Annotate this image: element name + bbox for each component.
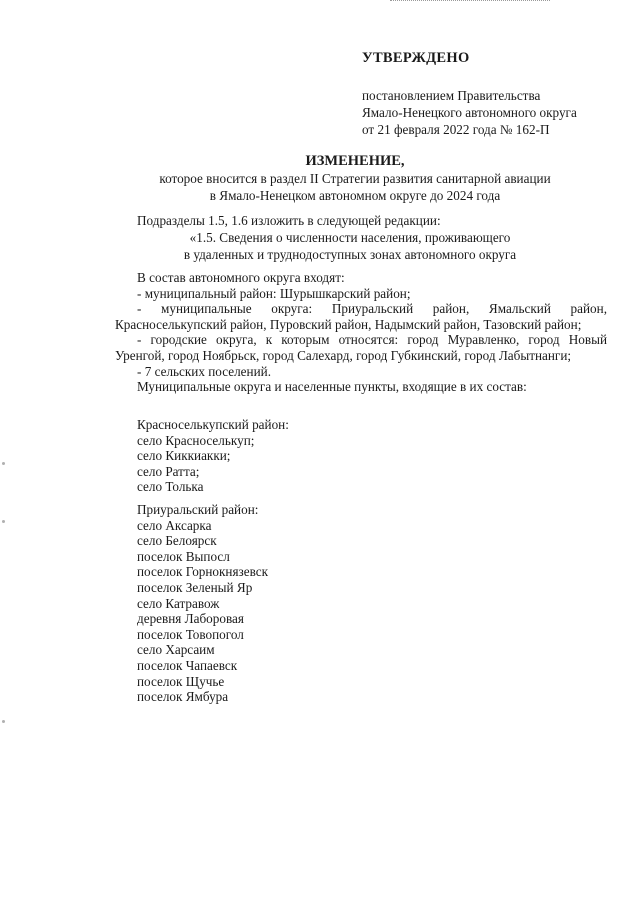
list-item: село Катравож <box>137 595 220 611</box>
municipal-intro-line: Муниципальные округа и населенные пункты, входящие в их состав: <box>137 379 527 395</box>
section-subheading <box>150 229 550 263</box>
subheading-line: в удаленных и труднодоступных зонах автономного округа <box>183 247 517 262</box>
body-text <box>115 270 607 395</box>
list-item: село Белоярск <box>137 533 217 549</box>
approval-line: постановлением Правительства <box>362 88 541 103</box>
document-heading <box>100 152 610 204</box>
city-okrugs-paragraph: - городские округа, к которым относятся: город Муравленко, город Новый Уренгой, город Ноябрьск, город Салехард, город Губкинский, город Лабытнанги; <box>115 332 607 363</box>
approval-line: от 21 февраля 2022 года № 162-П <box>362 122 550 137</box>
heading-title: ИЗМЕНЕНИЕ, <box>305 153 405 169</box>
rural-settlements-line: - 7 сельских поселений. <box>137 363 272 379</box>
list-item: поселок Ямбура <box>137 689 229 705</box>
list-item: село Красноселькуп; <box>137 432 255 448</box>
municipal-district-line: - муниципальный район: Шурышкарский район; <box>137 285 411 301</box>
list-item: село Киккиакки; <box>137 448 231 464</box>
list-item: деревня Лаборовая <box>137 611 244 627</box>
krasnoselkup-list <box>137 417 289 495</box>
intro-paragraph: Подразделы 1.5, 1.6 изложить в следующей редакции: <box>137 213 441 228</box>
list-item: село Аксарка <box>137 517 212 533</box>
approval-title: УТВЕРЖДЕНО <box>362 50 470 66</box>
priuralsky-list <box>137 502 268 705</box>
list-item: поселок Выпосл <box>137 548 230 564</box>
list-item: поселок Чапаевск <box>137 657 238 673</box>
list-item: поселок Зеленый Яр <box>137 579 253 595</box>
approval-block <box>362 50 632 138</box>
list-item: поселок Щучье <box>137 673 225 689</box>
heading-line: которое вносится в раздел II Стратегии развития санитарной авиации <box>159 171 551 186</box>
list-item: село Толька <box>137 479 204 495</box>
scan-edge-mark <box>390 0 550 4</box>
heading-line: в Ямало-Ненецком автономном округе до 2024 года <box>209 188 501 203</box>
margin-mark <box>2 462 5 465</box>
district-title: Приуральский район: <box>137 502 259 517</box>
list-item: поселок Горнокнязевск <box>137 564 269 580</box>
list-item: село Ратта; <box>137 463 200 479</box>
composition-line: В состав автономного округа входят: <box>137 270 345 285</box>
approval-line: Ямало-Ненецкого автономного округа <box>362 105 577 120</box>
margin-mark <box>2 720 5 723</box>
subheading-line: «1.5. Сведения о численности населения, проживающего <box>189 230 511 245</box>
list-item: село Харсаим <box>137 642 215 658</box>
district-title: Красноселькупский район: <box>137 417 289 432</box>
municipal-okrugs-paragraph: - муниципальные округа: Приуральский район, Ямальский район, Красноселькупский район, Пуровский район, Надымский район, Тазовский район; <box>115 301 607 332</box>
margin-mark <box>2 520 5 523</box>
list-item: поселок Товопогол <box>137 626 244 642</box>
